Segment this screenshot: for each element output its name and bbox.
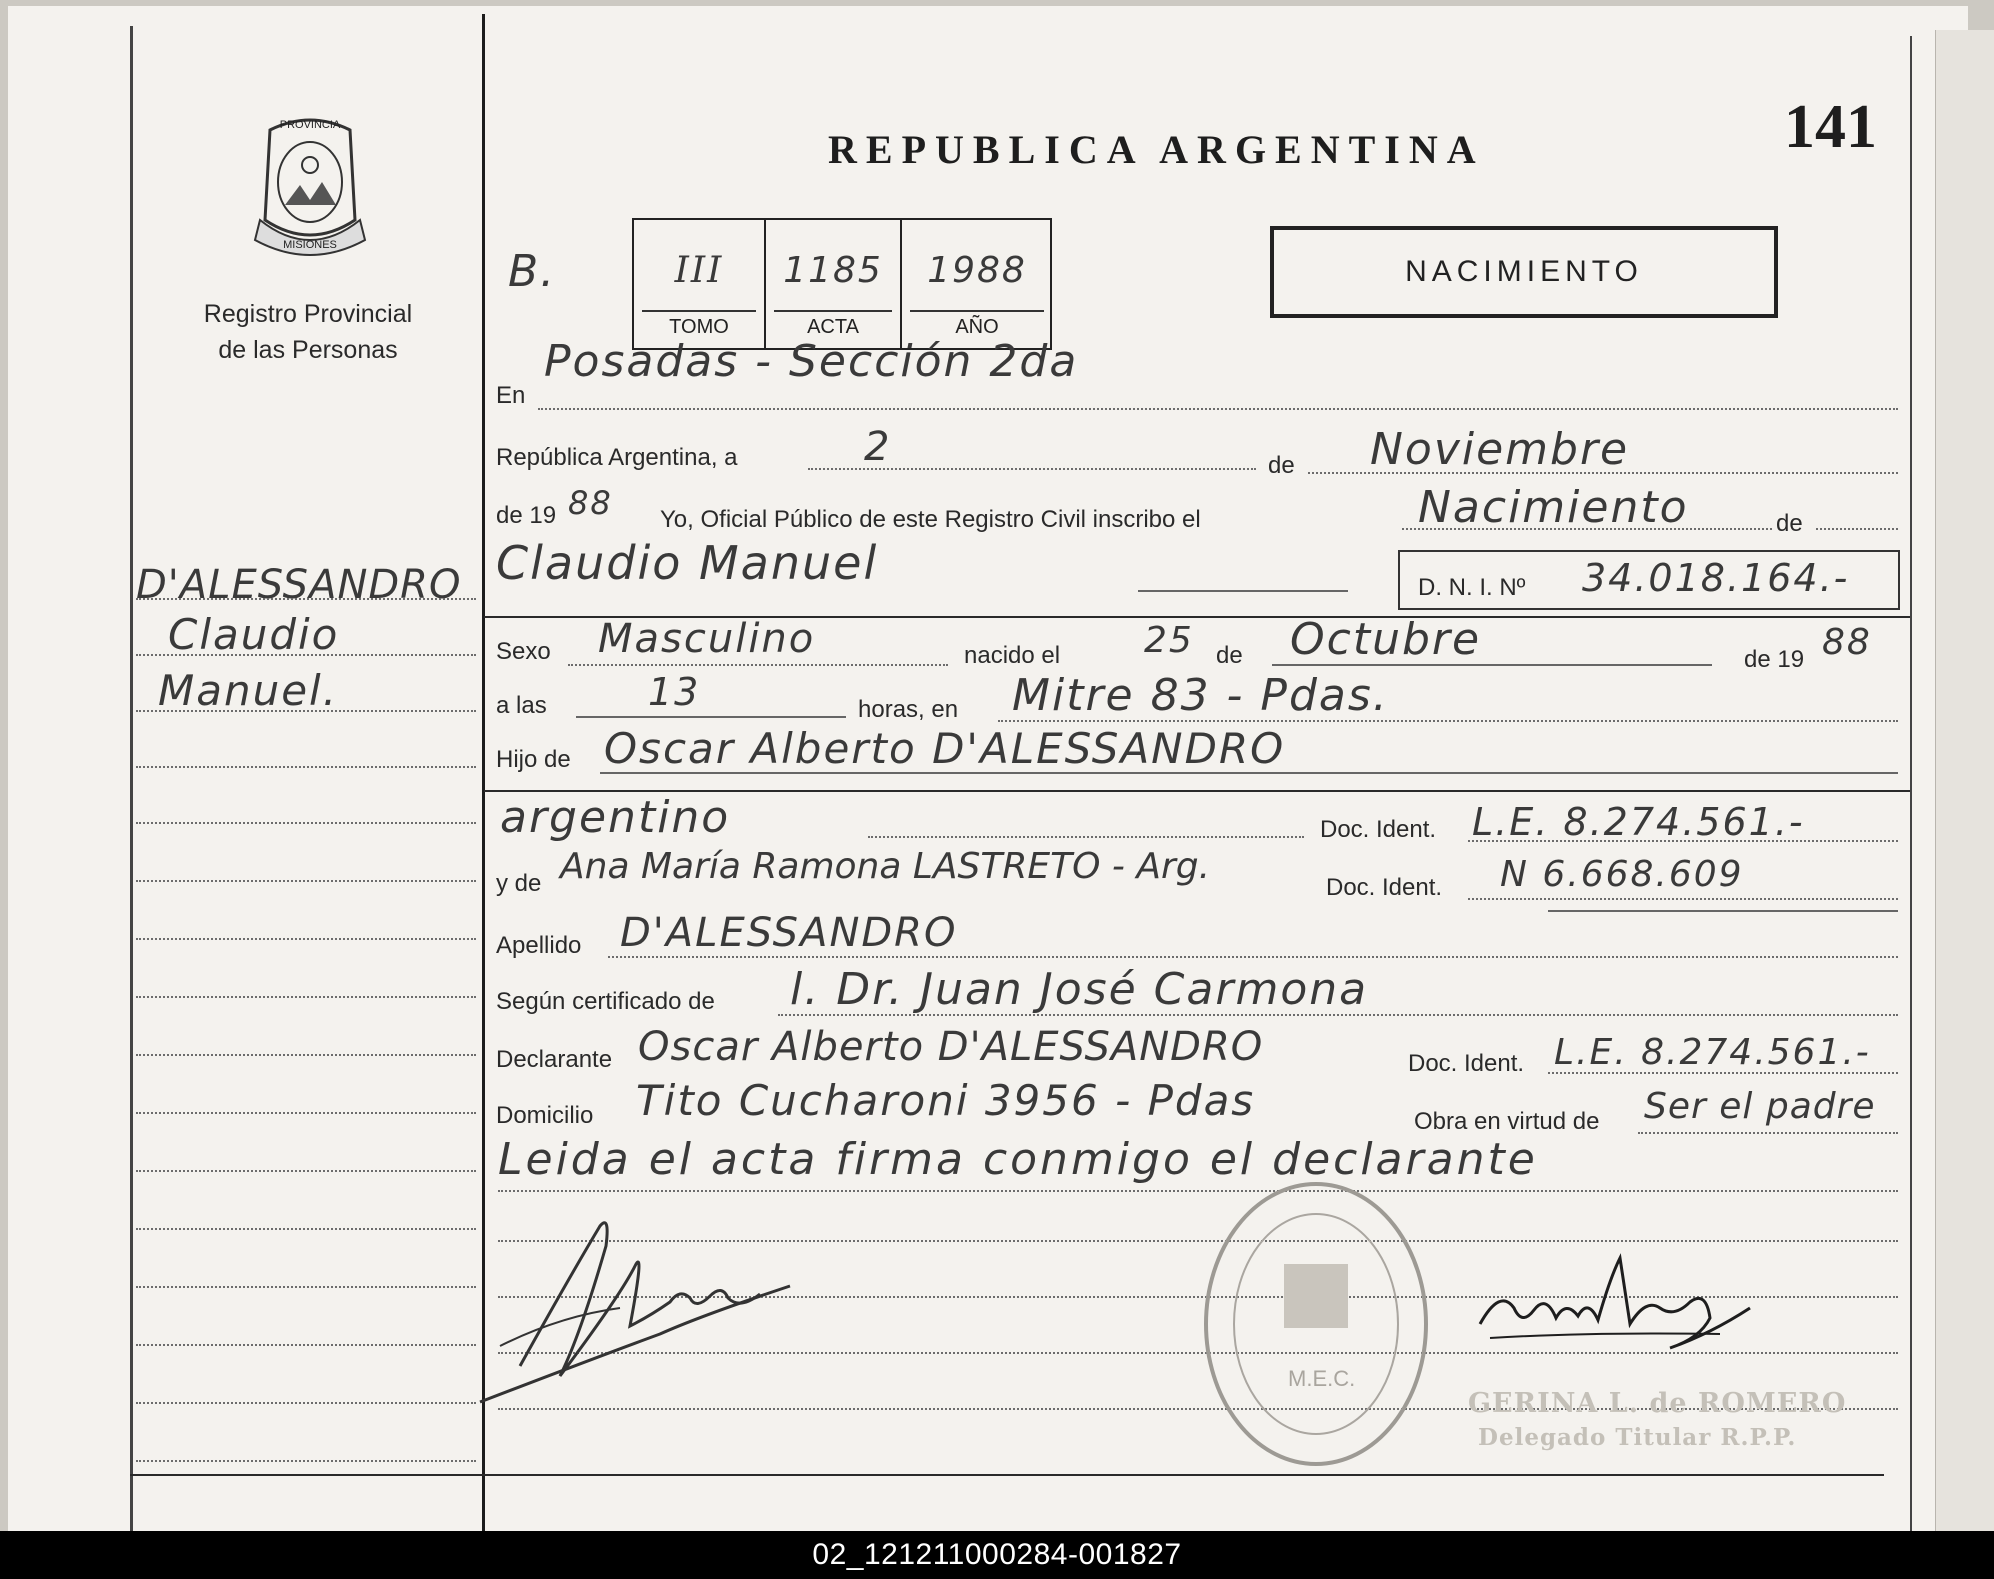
child-name: Claudio Manuel (496, 536, 879, 590)
republica-label: República Argentina, a (496, 444, 738, 471)
father-doc-line (1468, 840, 1898, 842)
place-value: Mitre 83 - Pdas. (1012, 670, 1389, 721)
birth-year: 88 (1822, 622, 1872, 663)
tomo-label: TOMO (669, 316, 729, 338)
acta-label: ACTA (807, 316, 859, 338)
country-title: REPUBLICA ARGENTINA (828, 127, 1485, 172)
child-name-line (1138, 590, 1348, 592)
seal-text-bottom: MISIONES (283, 239, 337, 251)
margin-dotline (136, 710, 476, 712)
margin-column-left-rule (130, 26, 133, 1531)
official-stamp-line-2: Delegado Titular R.P.P. (1478, 1424, 1797, 1451)
declarante-doc: L.E. 8.274.561.- (1554, 1032, 1871, 1073)
record-number-box (632, 218, 1052, 350)
inscribo-line (1402, 528, 1772, 530)
margin-dotline (136, 598, 476, 600)
doc-ident-label: Doc. Ident. (1320, 816, 1437, 843)
declarant-signature (460, 1206, 840, 1416)
registry-office-name (148, 296, 468, 368)
day-line (808, 468, 1256, 470)
tomo-cell (634, 220, 766, 348)
domicilio-value: Tito Cucharoni 3956 - Pdas (636, 1076, 1256, 1125)
sexo-label: Sexo (496, 638, 551, 665)
margin-dotline (136, 938, 476, 940)
dni-label: D. N. I. Nº (1418, 574, 1526, 601)
document-page (8, 6, 1968, 1531)
segun-value: l. Dr. Juan José Carmona (790, 964, 1369, 1015)
sexo-line (568, 664, 948, 666)
en-value: Posadas - Sección 2da (544, 336, 1079, 387)
margin-dotline (136, 766, 476, 768)
month-line (1308, 472, 1898, 474)
dni-box (1398, 550, 1900, 610)
registry-line-2: de las Personas (218, 336, 398, 364)
margin-dotline (136, 654, 476, 656)
margin-bottom-rule (130, 1474, 484, 1476)
declarante-doc-label: Doc. Ident. (1408, 1050, 1525, 1077)
margin-dotline (136, 1286, 476, 1288)
year-value: 88 (568, 484, 613, 522)
margin-dotline (136, 1460, 476, 1462)
official-signature (1470, 1238, 1770, 1368)
page-edge (1935, 30, 1994, 1531)
mother-doc-label: Doc. Ident. (1326, 874, 1443, 901)
acta-cell (766, 220, 902, 348)
hijo-label: Hijo de (496, 746, 571, 773)
father-line (600, 772, 1898, 774)
obra-value: Ser el padre (1644, 1086, 1876, 1127)
record-prefix: B. (508, 246, 557, 297)
inscribo-value: Nacimiento (1418, 482, 1689, 533)
margin-dotline (136, 1402, 476, 1404)
anio-label: AÑO (955, 316, 999, 338)
registry-stamp (1196, 1174, 1436, 1474)
birth-day: 25 (1144, 620, 1194, 661)
svg-text:M.E.C.: M.E.C. (1288, 1366, 1356, 1391)
record-type-box: NACIMIENTO (1270, 226, 1778, 318)
de-label: de (1268, 452, 1295, 479)
sexo-value: Masculino (598, 616, 816, 662)
horas-label: horas, en (858, 696, 959, 723)
hour-line (576, 716, 846, 718)
nationality-line (868, 836, 1304, 838)
father-doc: L.E. 8.274.561.- (1472, 800, 1805, 844)
anio-rule (910, 310, 1044, 312)
mother-doc: N 6.668.609 (1500, 854, 1744, 895)
image-id-caption: 02_121211000284-001827 (0, 1531, 1994, 1579)
acta-rule (774, 310, 892, 312)
margin-dotline (136, 1054, 476, 1056)
margin-dotline (136, 1170, 476, 1172)
apellido-label: Apellido (496, 932, 582, 959)
bottom-rule (484, 1474, 1884, 1476)
provincial-seal-icon (240, 110, 380, 260)
birth-month-line (1272, 664, 1712, 666)
y-de-label: y de (496, 870, 542, 897)
tomo-rule (642, 310, 756, 312)
alas-label: a las (496, 692, 547, 719)
margin-dotline (136, 822, 476, 824)
de-line-2 (1816, 528, 1898, 530)
mother-line (1548, 910, 1898, 912)
hour-value: 13 (648, 670, 701, 714)
day-value: 2 (864, 424, 892, 470)
dni-value: 34.018.164.- (1582, 556, 1850, 600)
apellido-value: D'ALESSANDRO (620, 910, 958, 956)
closing-line: Leida el acta firma conmigo el declarante (498, 1134, 1538, 1185)
form-right-rule (1910, 36, 1912, 1531)
margin-given-name-1: Claudio (168, 610, 340, 659)
registry-line-1: Registro Provincial (203, 300, 413, 328)
segun-label: Según certificado de (496, 988, 715, 1015)
margin-dotline (136, 1228, 476, 1230)
margin-dotline (136, 880, 476, 882)
obra-label: Obra en virtud de (1414, 1108, 1600, 1135)
margin-dotline (136, 1112, 476, 1114)
apellido-line (608, 956, 1898, 958)
tomo-value: III (674, 250, 724, 291)
acta-value: 1185 (783, 250, 883, 291)
year-prefix: de 19 (496, 502, 557, 529)
declarante-label: Declarante (496, 1046, 613, 1073)
domicilio-label: Domicilio (496, 1102, 594, 1129)
yo-label: Yo, Oficial Público de este Registro Civil inscribo el (660, 506, 1201, 533)
mother-doc-line (1468, 898, 1898, 900)
birth-month: Octubre (1290, 614, 1482, 665)
birth-year-prefix: de 19 (1744, 646, 1805, 673)
declarante-value: Oscar Alberto D'ALESSANDRO (638, 1024, 1264, 1070)
anio-value: 1988 (927, 250, 1027, 291)
margin-surname: D'ALESSANDRO (136, 562, 462, 608)
nacido-label: nacido el (964, 642, 1061, 669)
page-number: 141 (1784, 93, 1877, 161)
obra-line (1638, 1132, 1898, 1134)
anio-cell (902, 220, 1052, 348)
father-nationality: argentino (500, 792, 731, 843)
de-label-2: de (1776, 510, 1803, 537)
margin-dotline (136, 1344, 476, 1346)
month-value: Noviembre (1370, 424, 1630, 475)
place-line (998, 720, 1898, 722)
segun-line (778, 1014, 1898, 1016)
margin-given-name-2: Manuel. (158, 666, 339, 715)
father-name: Oscar Alberto D'ALESSANDRO (604, 724, 1286, 773)
margin-dotline (136, 996, 476, 998)
declarante-doc-line (1548, 1072, 1898, 1074)
en-label: En (496, 382, 526, 409)
mother-name: Ana María Ramona LASTRETO - Arg. (560, 846, 1211, 887)
en-line (538, 408, 1898, 410)
official-stamp-line-1: GERINA L. de ROMERO (1468, 1388, 1847, 1419)
seal-text-top: PROVINCIA (279, 119, 341, 131)
de-label-3: de (1216, 642, 1243, 669)
